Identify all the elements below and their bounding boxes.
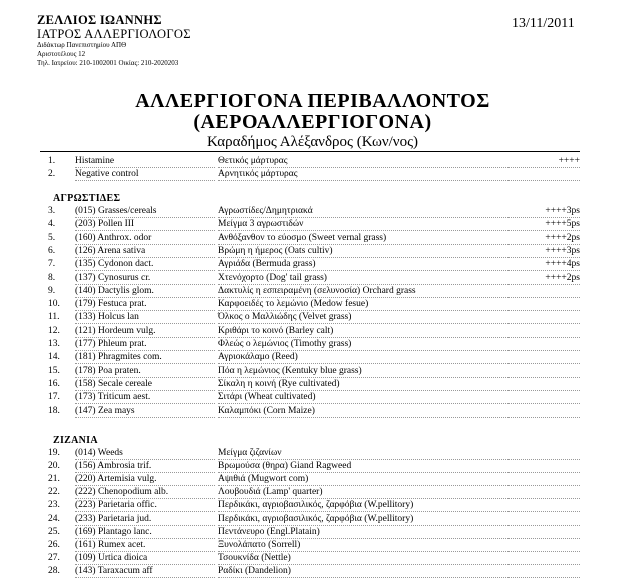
test-result: ++++2ps: [508, 232, 580, 245]
section-heading: ΑΓΡΩΣΤΙΔΕΣ: [53, 193, 121, 204]
row-number: 7.: [48, 259, 56, 270]
allergen-description: Χτενόχορτο (Dog' tail grass): [218, 272, 508, 285]
allergen-description: Σιτάρι (Wheat cultivated): [218, 391, 508, 404]
allergen-code-name: (223) Parietaria offic.: [75, 499, 215, 512]
row-number: 19.: [48, 448, 60, 458]
allergen-code-name: (161) Rumex acet.: [75, 539, 215, 552]
doctor-name: ΖΕΛΛΙΟΣ ΙΩΑΝΝΗΣ: [37, 13, 162, 27]
allergen-description: Σίκαλη η κοινή (Rye cultivated): [218, 378, 508, 391]
table-row: [0, 311, 625, 324]
allergen-code-name: (181) Phragmites com.: [75, 351, 215, 364]
table-row: [0, 552, 625, 565]
row-number: 2.: [48, 169, 56, 180]
test-result: [508, 365, 580, 378]
allergen-description: Αρνητικός μάρτυρας: [218, 168, 508, 181]
row-number: 4.: [48, 219, 56, 230]
test-result: ++++5ps: [508, 218, 580, 231]
allergen-code-name: (179) Festuca prat.: [75, 298, 215, 311]
table-row: [0, 155, 625, 168]
test-result: [508, 499, 580, 512]
test-result: [508, 311, 580, 324]
test-result: ++++2ps: [508, 272, 580, 285]
test-result: [508, 473, 580, 486]
test-result: [508, 338, 580, 351]
row-number: 26.: [48, 539, 60, 550]
test-result: [508, 351, 580, 364]
allergen-description: Τσουκνίδα (Nettle): [218, 552, 508, 565]
allergen-description: Κριθάρι το κοινό (Barley calt): [218, 325, 508, 338]
table-row: [0, 539, 625, 552]
test-result: [508, 391, 580, 404]
table-row: [0, 473, 625, 486]
allergen-code-name: (177) Phleum prat.: [75, 338, 215, 351]
report-date: 13/11/2011: [512, 16, 575, 31]
allergen-code-name: (169) Plantago lanc.: [75, 526, 215, 539]
allergen-description: Φλεώς ο λεμώνιος (Timothy grass): [218, 338, 508, 351]
table-row: [0, 405, 625, 418]
allergen-description: Μείγμα ζιζανίων: [218, 447, 508, 460]
table-row: [0, 526, 625, 539]
allergen-code-name: (160) Anthrox. odor: [75, 232, 215, 245]
row-number: 21.: [48, 474, 60, 485]
test-result: [508, 460, 580, 473]
row-number: 10.: [48, 299, 60, 310]
table-row: [0, 205, 625, 218]
allergen-code-name: (140) Dactylis glom.: [75, 285, 215, 298]
test-result: [508, 486, 580, 499]
allergen-code-name: Negative control: [75, 168, 215, 181]
allergen-description: Καλαμπόκι (Corn Maize): [218, 405, 508, 418]
doctor-address: Αριστοτέλους 12: [37, 50, 86, 58]
test-result: [508, 539, 580, 552]
allergen-code-name: (178) Poa praten.: [75, 365, 215, 378]
test-result: ++++3ps: [508, 205, 580, 218]
test-result: [508, 565, 580, 578]
table-row: [0, 486, 625, 499]
allergen-description: Πεντάνευρο (Engl.Platain): [218, 526, 508, 539]
row-number: 15.: [48, 365, 60, 376]
table-row: [0, 378, 625, 391]
test-result: [508, 405, 580, 418]
allergen-description: Θετικός μάρτυρας: [218, 155, 508, 168]
allergen-code-name: (147) Zea mays: [75, 405, 215, 418]
table-row: [0, 285, 625, 298]
row-number: 13.: [48, 339, 60, 349]
row-number: 24.: [48, 513, 60, 524]
allergen-description: Ξυνολάπατο (Sorrell): [218, 539, 508, 552]
allergen-code-name: (133) Holcus lan: [75, 311, 215, 324]
doctor-phone: Τηλ. Ιατρείου: 210-1002001 Οικίας: 210-2020203: [37, 59, 179, 67]
test-result: ++++: [508, 155, 580, 168]
table-row: [0, 168, 625, 181]
allergen-code-name: (173) Triticum aest.: [75, 391, 215, 404]
row-number: 6.: [48, 245, 56, 256]
test-result: ++++4ps: [508, 258, 580, 271]
test-result: [508, 325, 580, 338]
allergen-description: Αγριάδα (Bermuda grass): [218, 258, 508, 271]
allergen-description: Πόα η λεμώνιος (Kentuky blue grass): [218, 365, 508, 378]
allergen-description: Λουβουδιά (Lamp' quarter): [218, 486, 508, 499]
section-heading: ΖΙΖΑΝΙΑ: [53, 435, 98, 446]
allergen-description: Βρώμη η ήμερος (Oats cultiv): [218, 245, 508, 258]
test-result: [508, 447, 580, 460]
allergen-code-name: (233) Parietaria jud.: [75, 513, 215, 526]
allergen-description: Αγριοκάλαμο (Reed): [218, 351, 508, 364]
table-row: [0, 391, 625, 404]
allergen-code-name: (203) Pollen III: [75, 218, 215, 231]
row-number: 27.: [48, 552, 60, 563]
table-row: [0, 232, 625, 245]
row-number: 3.: [48, 206, 56, 216]
test-result: [508, 168, 580, 181]
allergen-code-name: (156) Ambrosia trif.: [75, 460, 215, 473]
report-title: ΑΛΛΕΡΓΙΟΓΟΝΑ ΠΕΡΙΒΑΛΛΟΝΤΟΣ: [135, 90, 490, 112]
doctor-credentials: Διδάκτωρ Πανεπιστημίου ΑΠΘ: [37, 41, 127, 49]
patient-name: Καραδήμος Αλέξανδρος (Κων/νος): [206, 134, 419, 150]
row-number: 5.: [48, 232, 56, 243]
row-number: 25.: [48, 526, 60, 537]
allergen-description: Αψιθιά (Mugwort com): [218, 473, 508, 486]
test-result: ++++3ps: [508, 245, 580, 258]
doctor-title: ΙΑΤΡΟΣ ΑΛΛΕΡΓΙΟΛΟΓΟΣ: [37, 26, 191, 41]
allergen-description: Αγρωστίδες/Δημητριακά: [218, 205, 508, 218]
table-row: [0, 298, 625, 311]
allergen-code-name: (137) Cynosurus cr.: [75, 272, 215, 285]
row-number: 23.: [48, 500, 60, 511]
allergen-code-name: (109) Urtica dioica: [75, 552, 215, 565]
row-number: 16.: [48, 378, 60, 389]
test-result: [508, 298, 580, 311]
allergen-code-name: (143) Taraxacum aff: [75, 565, 215, 578]
row-number: 12.: [48, 325, 60, 336]
row-number: 20.: [48, 461, 60, 472]
table-row: [0, 365, 625, 378]
allergen-description: Δακτυλίς η εσπειραμένη (σελυνοσία) Orchard grass: [218, 285, 508, 298]
table-row: [0, 218, 625, 231]
row-number: 1.: [48, 156, 56, 166]
allergen-description: Περδικάκι, αγριοβασιλικός, ζαρφόβια (W.pellitory): [218, 513, 508, 526]
allergen-description: Ανθόξανθον το εύοσμο (Sweet vernal grass): [218, 232, 508, 245]
table-row: [0, 565, 625, 578]
allergen-code-name: (135) Cydonon dact.: [75, 258, 215, 271]
allergen-description: Καρφοειδές το λεμώνιο (Medow fesue): [218, 298, 508, 311]
row-number: 22.: [48, 487, 60, 498]
row-number: 11.: [48, 312, 60, 323]
table-row: [0, 272, 625, 285]
allergen-description: Ραδίκι (Dandelion): [218, 565, 508, 578]
allergen-code-name: (158) Secale cereale: [75, 378, 215, 391]
row-number: 28.: [48, 565, 60, 576]
divider: [40, 151, 580, 152]
doctor-header: [37, 14, 191, 67]
allergen-description: Μείγμα 3 αγρωστιδών: [218, 218, 508, 231]
test-result: [508, 526, 580, 539]
table-row: [0, 245, 625, 258]
allergen-description: Βρωμούσα (θηρα) Giand Ragweed: [218, 460, 508, 473]
table-row: [0, 338, 625, 351]
report-subtitle: (ΑΕΡΟΑΛΛΕΡΓΙΟΓΟΝΑ): [193, 111, 432, 133]
row-number: 18.: [48, 405, 60, 416]
allergen-description: Όλκος ο Μαλλιώδης (Velvet grass): [218, 311, 508, 324]
allergen-description: Περδικάκι, αγριοβασιλικός, ζαρφόβια (W.pellitory): [218, 499, 508, 512]
table-row: [0, 351, 625, 364]
test-result: [508, 513, 580, 526]
test-result: [508, 552, 580, 565]
test-result: [508, 378, 580, 391]
table-row: [0, 513, 625, 526]
test-result: [508, 285, 580, 298]
row-number: 14.: [48, 352, 60, 363]
allergen-code-name: Histamine: [75, 155, 215, 168]
allergen-code-name: (126) Arena sativa: [75, 245, 215, 258]
table-row: [0, 499, 625, 512]
allergen-code-name: (121) Hordeum vulg.: [75, 325, 215, 338]
table-row: [0, 447, 625, 460]
table-row: [0, 460, 625, 473]
row-number: 8.: [48, 272, 56, 283]
row-number: 17.: [48, 392, 60, 403]
allergen-code-name: (222) Chenopodium alb.: [75, 486, 215, 499]
table-row: [0, 325, 625, 338]
row-number: 9.: [48, 285, 56, 296]
allergen-code-name: (220) Artemisia vulg.: [75, 473, 215, 486]
allergen-code-name: (014) Weeds: [75, 447, 215, 460]
allergen-code-name: (015) Grasses/cereals: [75, 205, 215, 218]
table-row: [0, 258, 625, 271]
